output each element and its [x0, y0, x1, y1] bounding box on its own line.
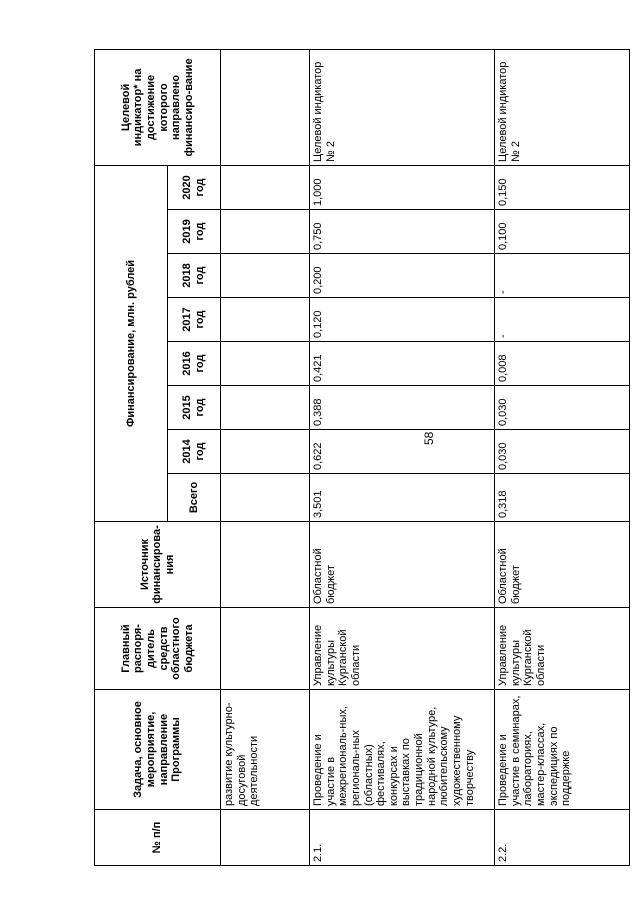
header-year-2018: 2018 год: [168, 254, 221, 298]
value-2016: 0,008: [495, 342, 630, 386]
task-cell: развитие культурно-досуговой деятельности: [221, 690, 310, 810]
indicator-cell: Целевой индикатор № 2: [495, 49, 630, 165]
header-year-2014: 2014 год: [168, 430, 221, 474]
header-year-2020: 2020 год: [168, 165, 221, 209]
table-row: [310, 49, 495, 865]
indicator-cell: Целевой индикатор № 2: [310, 49, 495, 165]
header-year-2019: 2019 год: [168, 210, 221, 254]
value-2019: 0,100: [495, 210, 630, 254]
task-cell: Проведение и участие в межрегиональ-ных, региональ-ных (областных) фестивалях, конкурсах и выставках по традиционной народной культуре, любительскому художественному творчеству: [310, 690, 495, 810]
manager-cell: Управление культуры Курганской области: [495, 608, 630, 690]
total-cell: 0,318: [495, 474, 630, 522]
table-row: [495, 49, 630, 865]
value-2014: 0,622: [310, 430, 495, 474]
header-no: № п/п: [95, 810, 221, 866]
value-2019: 0,750: [310, 210, 495, 254]
value-2020: 0,150: [495, 165, 630, 209]
financing-table-sheet: [94, 58, 619, 866]
header-source: Источник финансирова-ния: [95, 522, 221, 608]
header-year-2016: 2016 год: [168, 342, 221, 386]
header-financing: Финансирование, млн. рублей: [95, 165, 168, 521]
manager-cell: Управление культуры Курганской области: [310, 608, 495, 690]
value-2018: 0,200: [310, 254, 495, 298]
header-total: Всего: [168, 474, 221, 522]
financing-table: [94, 49, 630, 866]
row-number: 2.1.: [310, 810, 495, 866]
header-task: Задача, основное мероприятие, направление Программы: [95, 690, 221, 810]
table-row: [221, 49, 310, 865]
header-manager: Главный распоря-дитель средств областного бюджета: [95, 608, 221, 690]
page-number: 58: [422, 431, 436, 445]
value-2015: 0,388: [310, 386, 495, 430]
value-2017: 0,120: [310, 298, 495, 342]
header-indicator: Целевой индикатор* на достижение которого направлено финансиро-вание: [95, 49, 221, 165]
value-2014: 0,030: [495, 430, 630, 474]
row-number: 2.2.: [495, 810, 630, 866]
task-cell: Проведение и участие в семинарах, лабораториях, мастер-классах, экспедициях по поддержке: [495, 690, 630, 810]
value-2017: -: [495, 298, 630, 342]
header-year-2015: 2015 год: [168, 386, 221, 430]
source-cell: Областной бюджет: [495, 522, 630, 608]
value-2018: -: [495, 254, 630, 298]
source-cell: Областной бюджет: [310, 522, 495, 608]
header-year-2017: 2017 год: [168, 298, 221, 342]
value-2020: 1,000: [310, 165, 495, 209]
value-2016: 0,421: [310, 342, 495, 386]
value-2015: 0,030: [495, 386, 630, 430]
total-cell: 3,501: [310, 474, 495, 522]
